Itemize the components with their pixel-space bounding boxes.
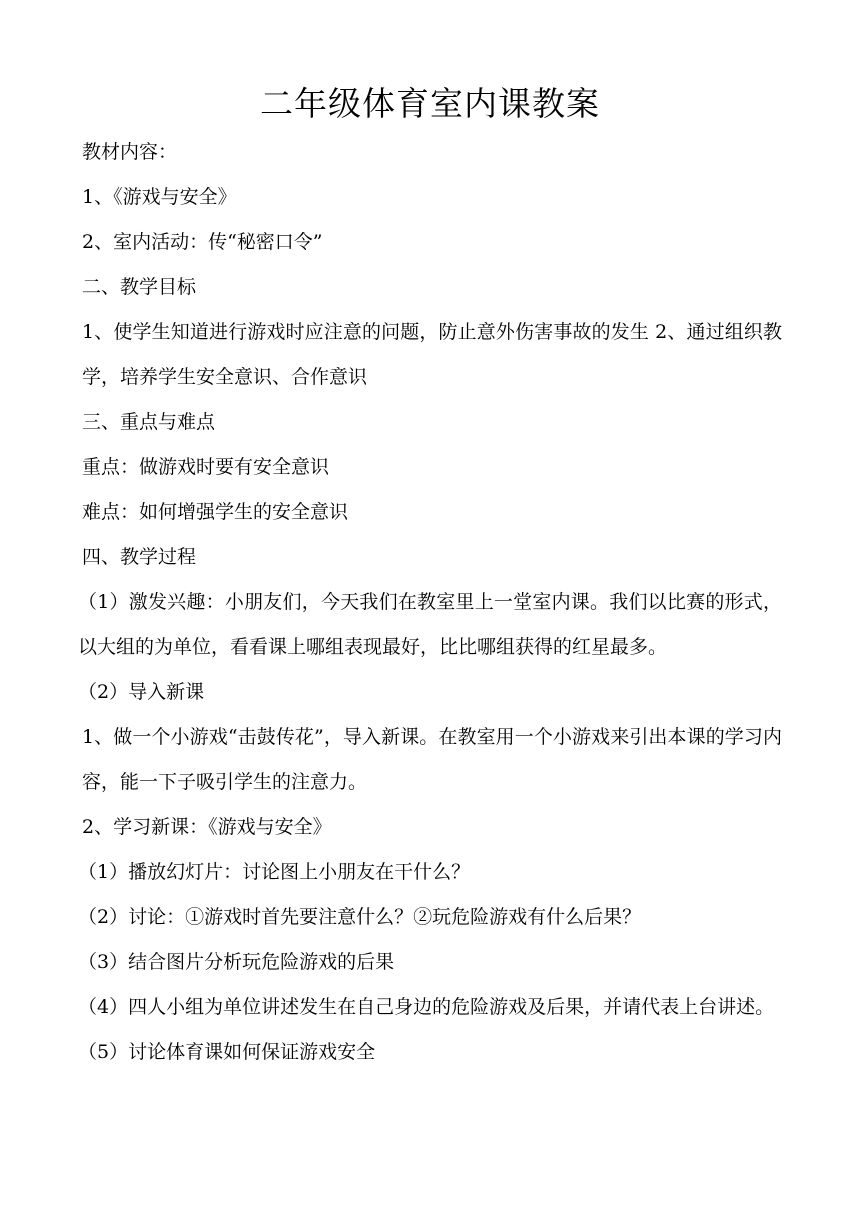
paragraph-key-point: 重点：做游戏时要有安全意识 bbox=[82, 456, 330, 478]
paragraph-goals: 1、使学生知道进行游戏时应注意的问题，防止意外伤害事故的发生 2、通过组织教学，培养学生安全意识、合作意识 bbox=[82, 321, 782, 388]
paragraph-material-1: 1、《游戏与安全》 bbox=[82, 186, 237, 208]
paragraph-sub-1: （1）播放幻灯片：讨论图上小朋友在干什么？ bbox=[78, 861, 471, 883]
paragraph-sub-3: （3）结合图片分析玩危险游戏的后果 bbox=[78, 951, 395, 973]
document-body bbox=[78, 130, 782, 1075]
paragraph-materials-heading: 教材内容： bbox=[82, 141, 178, 163]
paragraph-step-1: （1）激发兴趣：小朋友们，今天我们在教室里上一堂室内课。我们以比赛的形式，以大组的为单位，看看课上哪组表现最好，比比哪组获得的红星最多。 bbox=[78, 591, 782, 658]
paragraph-step-2: （2）导入新课 bbox=[78, 681, 205, 703]
paragraph-new-lesson: 2、学习新课：《游戏与安全》 bbox=[82, 816, 332, 838]
paragraph-sub-2: （2）讨论：①游戏时首先要注意什么？②玩危险游戏有什么后果？ bbox=[78, 906, 642, 928]
document-title: 二年级体育室内课教案 bbox=[260, 84, 600, 123]
section-heading-key-points: 三、重点与难点 bbox=[82, 411, 216, 433]
paragraph-intro-game: 1、做一个小游戏“击鼓传花”，导入新课。在教室用一个小游戏来引出本课的学习内容，能一下子吸引学生的注意力。 bbox=[82, 726, 782, 793]
paragraph-difficulty: 难点：如何增强学生的安全意识 bbox=[82, 501, 349, 523]
section-heading-goals: 二、教学目标 bbox=[82, 276, 197, 298]
paragraph-sub-4: （4）四人小组为单位讲述发生在自己身边的危险游戏及后果，并请代表上台讲述。 bbox=[78, 996, 775, 1018]
paragraph-material-2: 2、室内活动：传“秘密口令” bbox=[82, 231, 323, 253]
paragraph-sub-5: （5）讨论体育课如何保证游戏安全 bbox=[78, 1041, 376, 1063]
section-heading-process: 四、教学过程 bbox=[82, 546, 197, 568]
